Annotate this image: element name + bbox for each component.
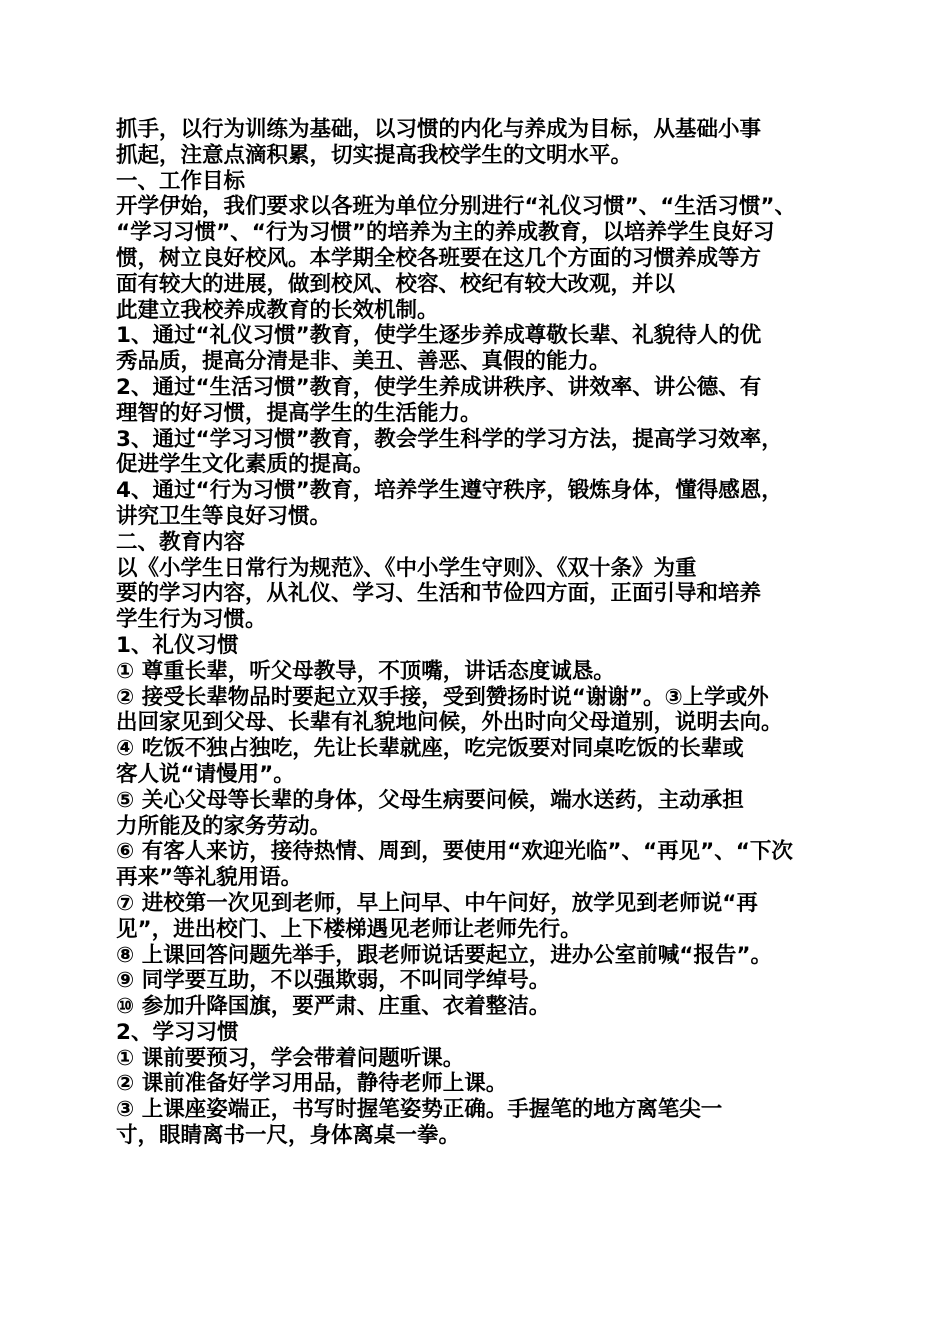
text-line: 要的学习内容，从礼仪、学习、生活和节俭四方面，正面引导和培养 <box>116 581 762 607</box>
text-line: ⑧ 上课回答问题先举手，跟老师说话要起立，进办公室前喊“报告”。 <box>116 942 772 968</box>
text-line: 二、教育内容 <box>116 529 246 555</box>
text-line: “学习习惯”、“行为习惯”的培养为主的养成教育，以培养学生良好习 <box>116 220 775 246</box>
text-line: 力所能及的家务劳动。 <box>116 813 332 839</box>
text-line: 客人说“请慢用”。 <box>116 761 295 787</box>
text-line: ④ 吃饭不独占独吃，先让长辈就座，吃完饭要对同桌吃饭的长辈或 <box>116 736 744 762</box>
text-line: 4、通过“行为习惯”教育，培养学生遵守秩序，锻炼身体，懂得感恩， <box>116 478 783 504</box>
text-line: ⑤ 关心父母等长辈的身体，父母生病要问候，端水送药，主动承担 <box>116 787 744 813</box>
text-line: 促进学生文化素质的提高。 <box>116 452 375 478</box>
text-line: 见”，进出校门、上下楼梯遇见老师让老师先行。 <box>116 916 582 942</box>
text-line: 1、通过“礼仪习惯”教育，使学生逐步养成尊敬长辈、礼貌待人的优 <box>116 323 762 349</box>
text-line: 一、工作目标 <box>116 168 246 194</box>
text-line: 抓起，注意点滴积累，切实提高我校学生的文明水平。 <box>116 142 633 168</box>
text-line: ⑥ 有客人来访，接待热情、周到，要使用“欢迎光临”、“再见”、“下次 <box>116 839 793 865</box>
text-line: ⑨ 同学要互助，不以强欺弱，不叫同学绰号。 <box>116 968 551 994</box>
text-line: 1、礼仪习惯 <box>116 632 239 658</box>
text-line: ⑩ 参加升降国旗，要严肃、庄重、衣着整洁。 <box>116 994 551 1020</box>
text-line: 惯，树立良好校风。本学期全校各班要在这几个方面的习惯养成等方 <box>116 245 762 271</box>
text-line: 再来”等礼貌用语。 <box>116 865 303 891</box>
text-line: 开学伊始，我们要求以各班为单位分别进行“礼仪习惯”、“生活习惯”、 <box>116 194 797 220</box>
document-body <box>116 117 856 1149</box>
text-line: 2、通过“生活习惯”教育，使学生养成讲秩序、讲效率、讲公德、有 <box>116 374 762 400</box>
text-line: ③ 上课座姿端正，书写时握笔姿势正确。手握笔的地方离笔尖一 <box>116 1097 723 1123</box>
text-line: ② 接受长辈物品时要起立双手接，受到赞扬时说“谢谢”。③上学或外 <box>116 684 769 710</box>
text-line: 面有较大的进展，做到校风、校容、校纪有较大改观，并以 <box>116 271 676 297</box>
text-line: 2、学习习惯 <box>116 1019 239 1045</box>
text-line: ① 课前要预习，学会带着问题听课。 <box>116 1045 465 1071</box>
text-line: 讲究卫生等良好习惯。 <box>116 503 332 529</box>
text-line: 理智的好习惯，提高学生的生活能力。 <box>116 400 482 426</box>
text-line: ① 尊重长辈，听父母教导，不顶嘴，讲话态度诚恳。 <box>116 658 615 684</box>
text-line: 学生行为习惯。 <box>116 607 267 633</box>
text-line: 3、通过“学习习惯”教育，教会学生科学的学习方法，提高学习效率， <box>116 426 783 452</box>
text-line: 寸，眼睛离书一尺，身体离桌一拳。 <box>116 1123 461 1149</box>
text-line: 以《小学生日常行为规范》、《中小学生守则》、《双十条》为重 <box>116 555 697 581</box>
text-line: ⑦ 进校第一次见到老师，早上问早、中午问好，放学见到老师说“再 <box>116 890 758 916</box>
text-line: ② 课前准备好学习用品，静待老师上课。 <box>116 1071 508 1097</box>
text-line: 此建立我校养成教育的长效机制。 <box>116 297 439 323</box>
text-line: 秀品质，提高分清是非、美丑、善恶、真假的能力。 <box>116 349 611 375</box>
text-line: 抓手，以行为训练为基础，以习惯的内化与养成为目标，从基础小事 <box>116 117 762 142</box>
text-line: 出回家见到父母、长辈有礼貌地问候，外出时向父母道别，说明去向。 <box>116 710 783 736</box>
